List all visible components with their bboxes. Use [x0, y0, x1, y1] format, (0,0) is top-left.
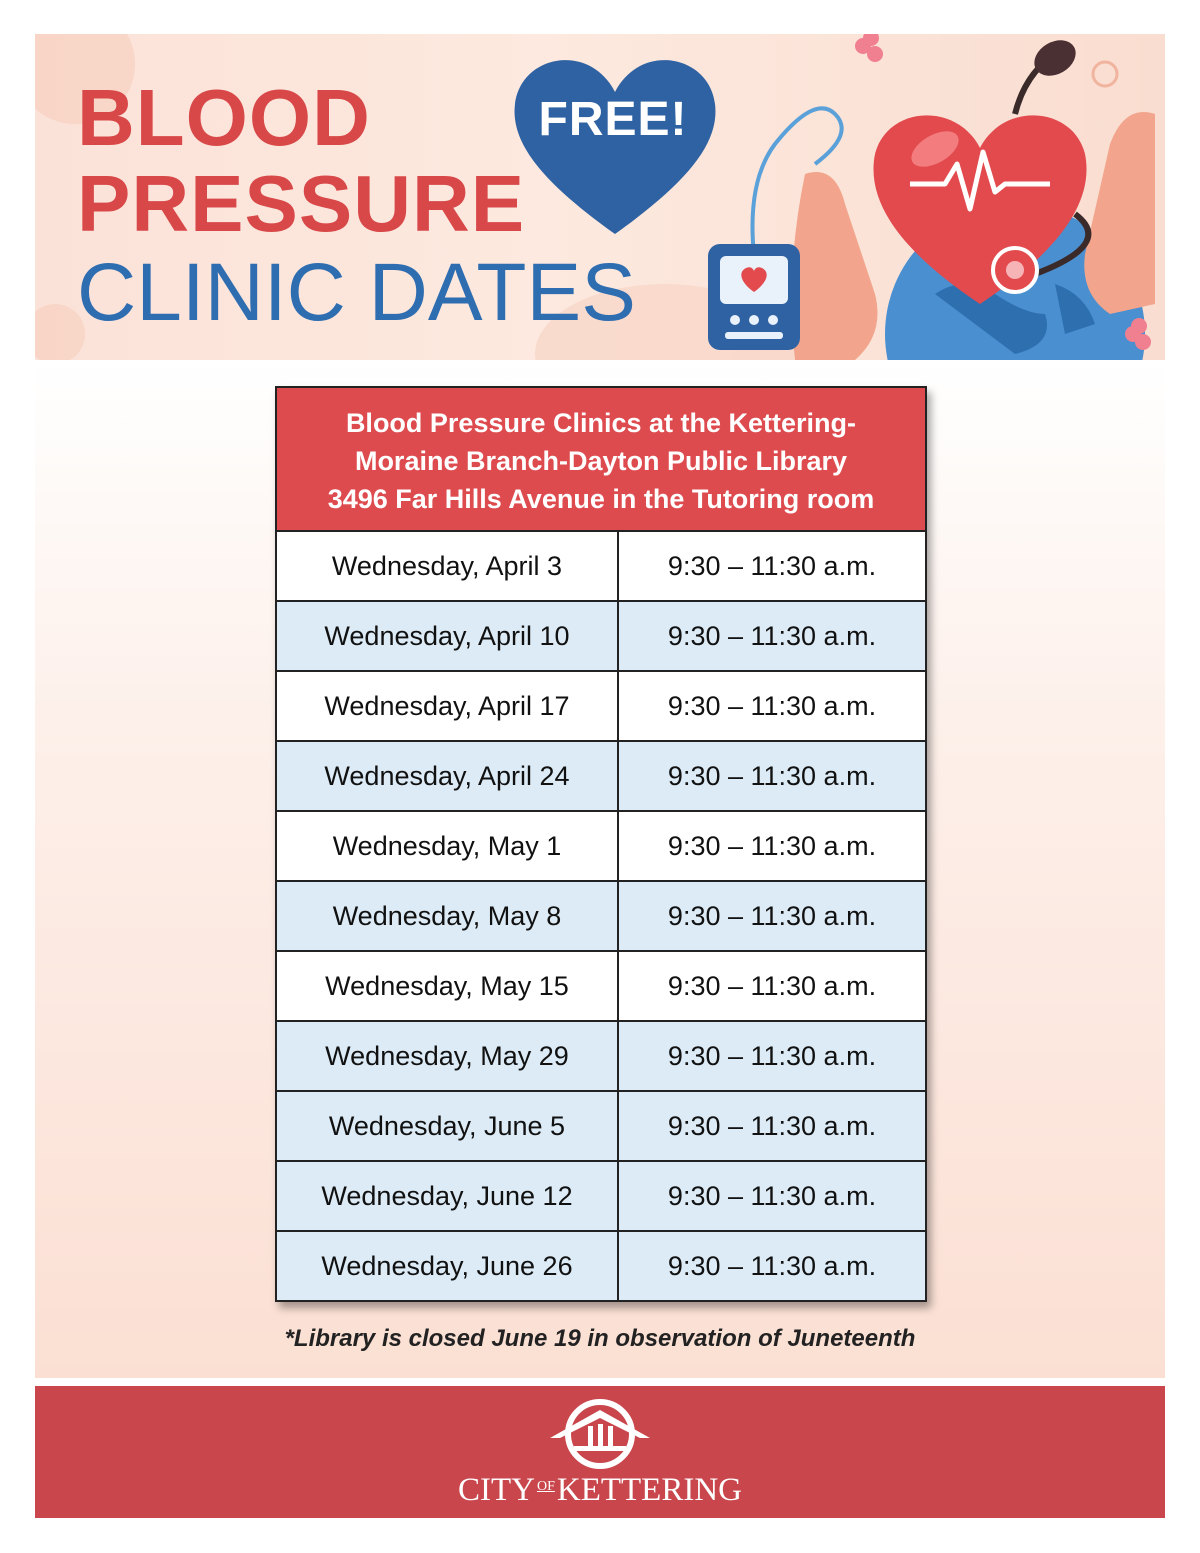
schedule-header — [277, 388, 925, 532]
table-row — [277, 740, 925, 810]
table-row — [277, 670, 925, 740]
table-row — [277, 1230, 925, 1300]
time-cell: 9:30 – 11:30 a.m. — [667, 760, 877, 791]
footer-bar — [35, 1386, 1165, 1518]
time-cell: 9:30 – 11:30 a.m. — [667, 1110, 877, 1141]
header-banner — [35, 34, 1165, 360]
title-blood: BLOOD — [77, 73, 371, 162]
time-cell: 9:30 – 11:30 a.m. — [667, 1180, 877, 1211]
table-row — [277, 880, 925, 950]
closure-note: *Library is closed June 19 in observation of Juneteenth — [284, 1325, 916, 1352]
table-row — [277, 1090, 925, 1160]
free-badge-label: FREE! — [538, 93, 688, 146]
time-cell: 9:30 – 11:30 a.m. — [667, 900, 877, 931]
city-of-kettering-logo-icon — [544, 1396, 656, 1476]
clinic-schedule-table — [275, 386, 927, 1302]
schedule-rows — [277, 532, 925, 1300]
time-cell: 9:30 – 11:30 a.m. — [667, 620, 877, 651]
logo-kettering: KETTERING — [556, 1472, 743, 1508]
time-cell: 9:30 – 11:30 a.m. — [667, 830, 877, 861]
date-cell: Wednesday, June 12 — [277, 1162, 619, 1230]
schedule-header-line: Moraine Branch-Dayton Public Library — [354, 446, 848, 476]
table-row — [277, 532, 925, 600]
time-cell: 9:30 – 11:30 a.m. — [667, 550, 877, 581]
table-row — [277, 1020, 925, 1090]
table-row — [277, 1160, 925, 1230]
date-cell: Wednesday, April 10 — [277, 602, 619, 670]
time-cell: 9:30 – 11:30 a.m. — [667, 1040, 877, 1071]
date-cell: Wednesday, June 5 — [277, 1092, 619, 1160]
date-cell: Wednesday, April 3 — [277, 532, 619, 600]
city-of-kettering-wordmark — [35, 1472, 1165, 1509]
date-cell: Wednesday, May 8 — [277, 882, 619, 950]
time-cell: 9:30 – 11:30 a.m. — [667, 690, 877, 721]
date-cell: Wednesday, April 17 — [277, 672, 619, 740]
time-cell: 9:30 – 11:30 a.m. — [667, 1250, 877, 1281]
schedule-header-line: 3496 Far Hills Avenue in the Tutoring room — [327, 484, 875, 514]
time-cell: 9:30 – 11:30 a.m. — [667, 970, 877, 1001]
table-row — [277, 810, 925, 880]
logo-city: CITY — [457, 1472, 535, 1508]
schedule-header-line: Blood Pressure Clinics at the Kettering- — [345, 408, 857, 438]
title-pressure: PRESSURE — [77, 159, 526, 248]
title-clinic-dates: CLINIC DATES — [77, 247, 636, 338]
logo-of: OF — [536, 1479, 555, 1494]
table-row — [277, 950, 925, 1020]
table-row — [277, 600, 925, 670]
date-cell: Wednesday, May 29 — [277, 1022, 619, 1090]
date-cell: Wednesday, April 24 — [277, 742, 619, 810]
heart-stethoscope-illustration — [635, 34, 1165, 360]
date-cell: Wednesday, June 26 — [277, 1232, 619, 1300]
date-cell: Wednesday, May 15 — [277, 952, 619, 1020]
date-cell: Wednesday, May 1 — [277, 812, 619, 880]
